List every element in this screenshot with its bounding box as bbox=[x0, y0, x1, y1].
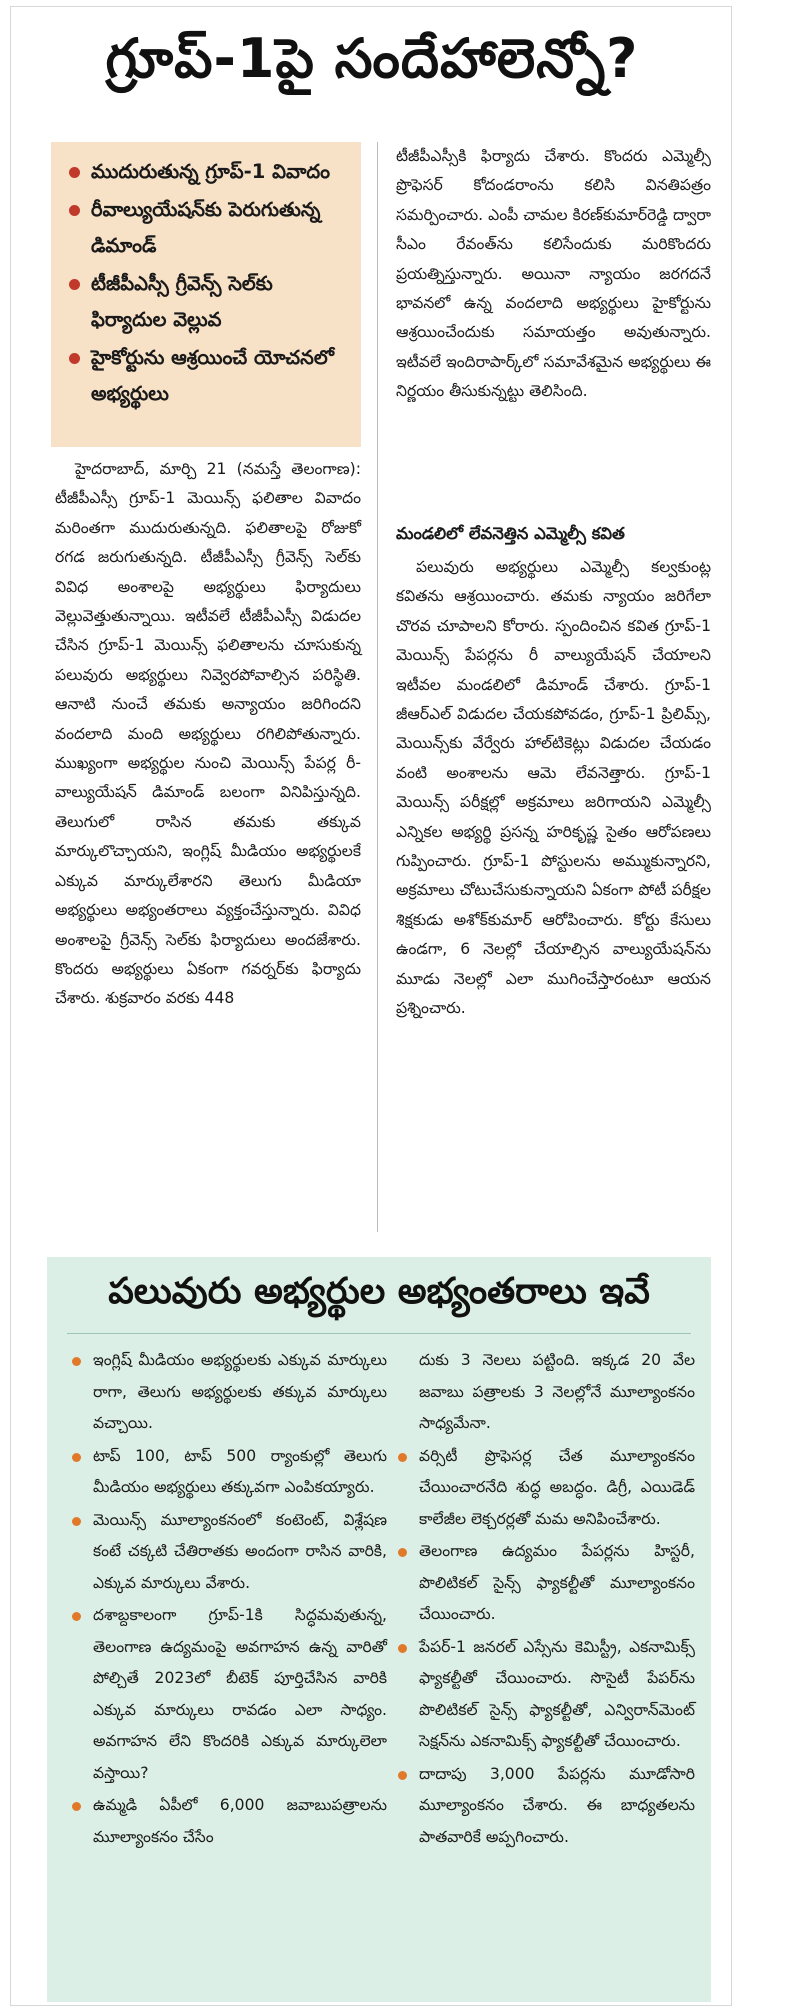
highlight-item: ముదురుతున్న గ్రూప్‌-1 వివాదం bbox=[65, 154, 347, 190]
objection-item: వర్సిటీ ప్రొఫెసర్ల చేత మూల్యాంకనం చేయించారనేది శుద్ధ అబద్ధం. డిగ్రీ, ఎయిడెడ్‌ కాలేజీల లెక్చరర్లతో మమ అనిపించేశారు. bbox=[395, 1441, 695, 1536]
highlight-item: రీవాల్యుయేషన్‌కు పెరుగుతున్న డిమాండ్‌ bbox=[65, 192, 347, 264]
objection-item: ఉమ్మడి ఏపీలో 6,000 జవాబుపత్రాలను మూల్యాంకనం చేసేం bbox=[69, 1790, 387, 1853]
newspaper-clipping bbox=[10, 6, 732, 2006]
objection-item: తెలంగాణ ఉద్యమం పేపర్లను హిస్టరీ, పొలిటికల్‌ సైన్స్‌ ఫ్యాకల్టీతో మూల్యాంకనం చేయించారు. bbox=[395, 1536, 695, 1631]
objection-item: ఇంగ్లిష్‌ మీడియం అభ్యర్థులకు ఎక్కువ మార్కులు రాగా, తెలుగు అభ్యర్థులకు తక్కువ మార్కులు వచ్చాయి. bbox=[69, 1345, 387, 1440]
objection-item: మెయిన్స్‌ మూల్యాంకనంలో కంటెంట్‌, విశ్లేషణ కంటే చక్కటి చేతిరాతకు అందంగా రాసిన వారికి, ఎక్కువ మార్కులు వేశారు. bbox=[69, 1505, 387, 1600]
objection-item: దశాబ్దకాలంగా గ్రూప్‌-1కి సిద్ధమవుతున్న, తెలంగాణ ఉద్యమంపై అవగాహన ఉన్న వారితో పోల్చితే 2023లో బీటెక్‌ పూర్తిచేసిన వారికి ఎక్కువ మార్కులు రావడం ఎలా సాధ్యం. అవగాహన లేని కొందరికి ఎక్కువ మార్కులెలా వస్తాయి? bbox=[69, 1600, 387, 1789]
article-body-right bbox=[396, 142, 711, 407]
article-paragraph: పలువురు అభ్యర్థులు ఎమ్మెల్సీ కల్వకుంట్ల కవితను ఆశ్రయించారు. తమకు న్యాయం జరిగేలా చొరవ చూపాలని కోరారు. స్పందించిన కవిత గ్రూప్‌-1 మెయిన్స్‌ పేపర్లను రీ వాల్యుయేషన్‌ చేయాలని ఇటీవల మండలిలో డిమాండ్‌ చేశారు. గ్రూప్‌-1 జీఆర్‌ఎల్‌ విడుదల చేయకపోవడం, గ్రూప్‌-1 ప్రిలిమ్స్‌, మెయిన్స్‌కు వేర్వేరు హాల్‌టికెట్లు విడుదల చేయడం వంటి అంశాలను ఆమె లేవనెత్తారు. గ్రూప్‌-1 మెయిన్స్‌ పరీక్షల్లో అక్రమాలు జరిగాయని ఎమ్మెల్సీ ఎన్నికల అభ్యర్థి ప్రసన్న హరికృష్ణ సైతం ఆరోపణలు గుప్పించారు. గ్రూప్‌-1 పోస్టులను అమ్ముకున్నారని, అక్రమాలు చోటుచేసుకున్నాయని ఏకంగా పోటీ పరీక్షల శిక్షకుడు అశోక్‌కుమార్‌ ఆరోపించారు. కోర్టు కేసులు ఉండగా, 6 నెలల్లో చేయాల్సిన వాల్యుయేషన్‌ను మూడు నెలల్లో ఎలా ముగించేస్తారంటూ ఆయన ప్రశ్నించారు. bbox=[396, 558, 711, 1018]
article-body-right-2 bbox=[396, 553, 711, 1024]
article-body-left bbox=[55, 455, 361, 1014]
objection-item: టాప్‌ 100, టాప్‌ 500 ర్యాంకుల్లో తెలుగు మీడియం అభ్యర్థులు తక్కువగా ఎంపికయ్యారు. bbox=[69, 1441, 387, 1504]
highlight-item: టీజీపీఎస్సీ గ్రీవెన్స్‌ సెల్‌కు ఫిర్యాదుల వెల్లువ bbox=[65, 266, 347, 338]
headline: గ్రూప్‌-1పై సందేహాలెన్నో? bbox=[105, 27, 639, 90]
objection-item: దాదాపు 3,000 పేపర్లను మూడోసారి మూల్యాంకనం చేశారు. ఈ బాధ్యతలను పాతవారికే అప్పగించారు. bbox=[395, 1759, 695, 1854]
article-paragraph: టీజీపీఎస్సీకి ఫిర్యాదు చేశారు. కొందరు ఎమ్మెల్సీ ప్రొఫెసర్‌ కోదండరాంను కలిసి వినతిపత్రం సమర్పించారు. ఎంపీ చామల కిరణ్‌కుమార్‌రెడ్డి ద్వారా సీఎం రేవంత్‌ను కలిసేందుకు మరికొందరు ప్రయత్నిస్తున్నారు. అయినా న్యాయం జరగదనే భావనలో ఉన్న వందలాది అభ్యర్థులు హైకోర్టును ఆశ్రయించేందుకు సమాయత్తం అవుతున్నారు. ఇటీవలే ఇందిరాపార్క్‌లో సమావేశమైన అభ్యర్థులు ఈ నిర్ణయం తీసుకున్నట్టు తెలిసింది. bbox=[396, 147, 711, 401]
objections-box bbox=[47, 1257, 711, 2002]
subheading: మండలిలో లేవనెత్తిన ఎమ్మెల్సీ కవిత bbox=[396, 524, 625, 543]
objection-item: పేపర్‌-1 జనరల్‌ ఎస్సేను కెమిస్ట్రీ, ఎకనామిక్స్‌ ఫ్యాకల్టీతో చేయించారు. సొసైటీ పేపర్‌ను పొలిటికల్‌ సైన్స్‌ ఫ్యాకల్టీతో, ఎన్విరాన్‌మెంట్‌ సెక్షన్‌ను ఎకనామిక్స్‌ ఫ్యాకల్టీతో చేయించారు. bbox=[395, 1632, 695, 1758]
objections-rule bbox=[67, 1333, 691, 1334]
objections-column-right bbox=[395, 1345, 695, 1854]
objections-column-left bbox=[69, 1345, 387, 1854]
highlights-list bbox=[65, 154, 347, 412]
article-paragraph: హైదరాబాద్‌, మార్చి 21 (నమస్తే తెలంగాణ): టీజీపీఎస్సీ గ్రూప్‌-1 మెయిన్స్‌ ఫలితాల వివాదం మరింతగా ముదురుతున్నది. ఫలితాలపై రోజుకో రగడ జరుగుతున్నది. టీజీపీఎస్సీ గ్రీవెన్స్‌ సెల్‌కు వివిధ అంశాలపై అభ్యర్థులు ఫిర్యాదులు వెల్లువెత్తుతున్నాయి. ఇటీవలే టీజీపీఎస్సీ విడుదల చేసిన గ్రూప్‌-1 మెయిన్స్‌ ఫలితాలను చూసుకున్న పలువురు అభ్యర్థులు నివ్వెరపోవాల్సిన పరిస్థితి. ఆనాటి నుంచే తమకు అన్యాయం జరిగిందని వందలాది మంది అభ్యర్థులు రగిలిపోతున్నారు. ముఖ్యంగా అభ్యర్థుల నుంచి మెయిన్స్‌ పేపర్ల రీ-వాల్యుయేషన్‌ డిమాండ్‌ బలంగా వినిపిస్తున్నది. తెలుగులో రాసిన తమకు తక్కువ మార్కులొచ్చాయని, ఇంగ్లిష్‌ మీడియం అభ్యర్థులకే ఎక్కువ మార్కులేశారని తెలుగు మీడియా అభ్యర్థులు అభ్యంతరాలు వ్యక్తంచేస్తున్నారు. వివిధ అంశాలపై గ్రీవెన్స్‌ సెల్‌కు ఫిర్యాదులు అందజేశారు. కొందరు అభ్యర్థులు ఏకంగా గవర్నర్‌కు ఫిర్యాదు చేశారు. శుక్రవారం వరకు 448 bbox=[55, 460, 361, 1008]
highlights-box bbox=[51, 142, 361, 447]
objections-title: పలువురు అభ్యర్థుల అభ్యంతరాలు ఇవే bbox=[108, 1271, 650, 1312]
objection-item-continued: దుకు 3 నెలలు పట్టింది. ఇక్కడ 20 వేల జవాబు పత్రాలకు 3 నెలల్లోనే మూల్యాంకనం సాధ్యమేనా. bbox=[419, 1351, 695, 1432]
highlight-item: హైకోర్టును ఆశ్రయించే యోచనలో అభ్యర్థులు bbox=[65, 340, 347, 412]
column-divider bbox=[377, 142, 378, 1232]
